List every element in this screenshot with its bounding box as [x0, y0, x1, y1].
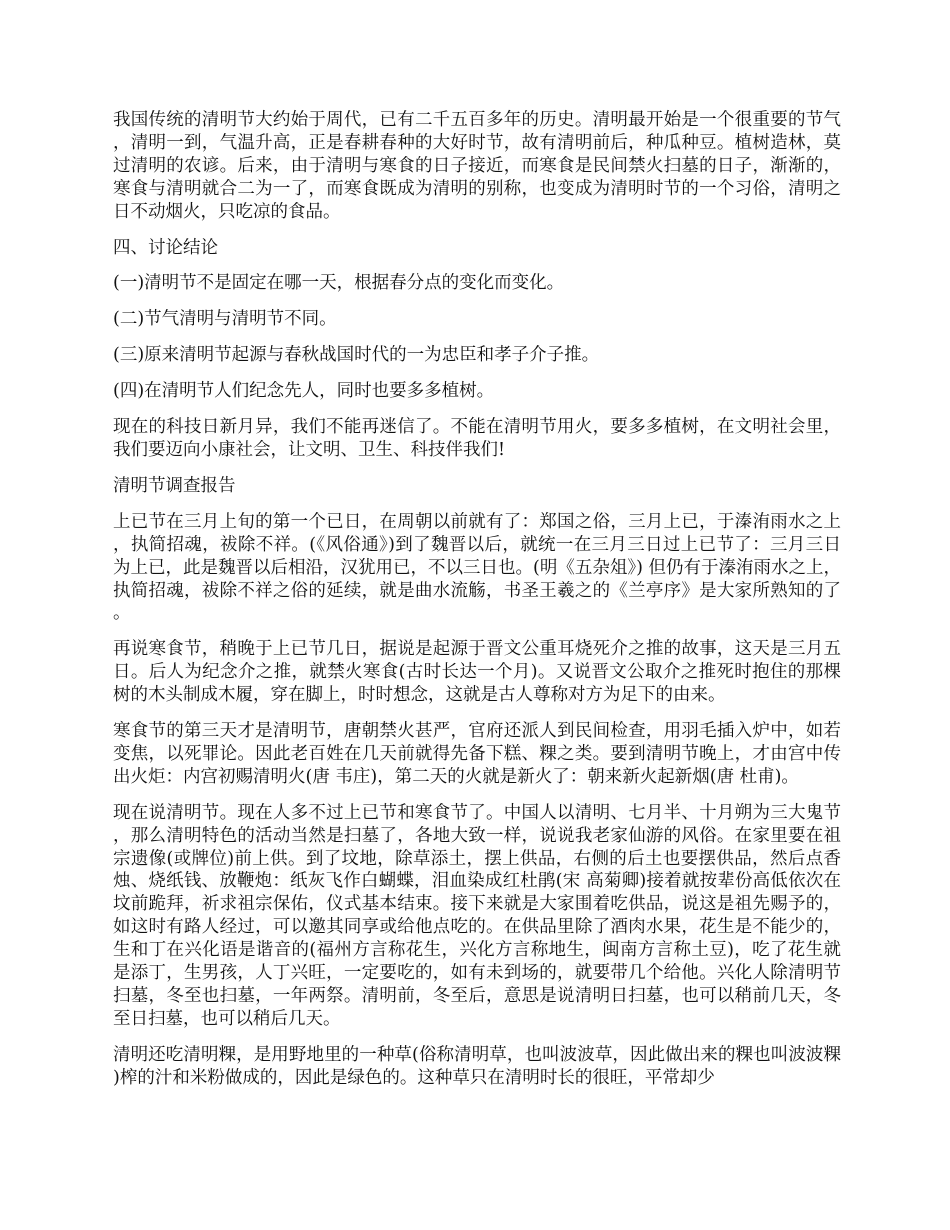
conclusion-item-4: (四)在清明节人们纪念先人，同时也要多多植树。: [113, 381, 495, 402]
paragraph-shangsi-festival: 上已节在三月上旬的第一个已日，在周朝以前就有了：郑国之俗，三月上已，于溱洧雨水之上，执简招魂，祓除不祥。(《风俗通》)到了魏晋以后，就统一在三月三日过上已节了：三月三日为上已，此是魏晋以后相沿，汉犹用已，不以三日也。(明《五杂俎》) 但仍有于溱洧雨水之上，执简招魂，祓除不祥之俗的延续，就是曲水流觞，书圣王羲之的《兰亭序》是大家所熟知的了。: [113, 511, 841, 624]
document-body: [113, 109, 841, 1103]
paragraph-modern-society: 现在的科技日新月异，我们不能再迷信了。不能在清明节用火，要多多植树，在文明社会里，我们要迈向小康社会，让文明、卫生、科技伴我们!: [113, 417, 841, 460]
conclusion-item-1: (一)清明节不是固定在哪一天，根据春分点的变化而变化。: [113, 273, 565, 294]
paragraph-fire-ban: 寒食节的第三天才是清明节，唐朝禁火甚严，官府还派人到民间检查，用羽毛插入炉中，如若变焦，以死罪论。因此老百姓在几天前就得先备下糕、粿之类。要到清明节晚上，才由宫中传出火炬：内宫初赐清明火(唐 韦庄)，第二天的火就是新火了：朝来新火起新烟(唐 杜甫)。: [113, 721, 841, 787]
conclusion-item-2: (二)节气清明与清明节不同。: [113, 309, 337, 330]
paragraph-cold-food-festival: 再说寒食节，稍晚于上已节几日，据说是起源于晋文公重耳烧死介之推的故事，这天是三月五日。后人为纪念介之推，就禁火寒食(古时长达一个月)。又说晋文公取介之推死时抱住的那棵树的木头制成木履，穿在脚上，时时想念，这就是古人尊称对方为足下的由来。: [113, 639, 841, 706]
section-heading-conclusions: 四、讨论结论: [113, 237, 218, 258]
paragraph-origin: 我国传统的清明节大约始于周代，已有二千五百多年的历史。清明最开始是一个很重要的节气，清明一到，气温升高，正是春耕春种的大好时节，故有清明前后，种瓜种豆。植树造林，莫过清明的农谚。后来，由于清明与寒食的日子接近，而寒食是民间禁火扫墓的日子，渐渐的，寒食与清明就合二为一了，而寒食既成为清明的别称，也变成为清明时节的一个习俗，清明之日不动烟火，只吃凉的食品。: [113, 110, 841, 222]
paragraph-qingming-cake: 清明还吃清明粿，是用野地里的一种草(俗称清明草，也叫波波草，因此做出来的粿也叫波波粿)榨的汁和米粉做成的，因此是绿色的。这种草只在清明时长的很旺，平常却少: [113, 1044, 841, 1088]
conclusion-item-3: (三)原来清明节起源与春秋战国时代的一为忠臣和孝子介子推。: [113, 345, 600, 366]
report-title: 清明节调查报告: [113, 475, 236, 496]
paragraph-tomb-sweeping: 现在说清明节。现在人多不过上已节和寒食节了。中国人以清明、七月半、十月朔为三大鬼节，那么清明特色的活动当然是扫墓了，各地大致一样，说说我老家仙游的风俗。在家里要在祖宗遗像(或牌位)前上供。到了坟地，除草添土，摆上供品，右侧的后土也要摆供品，然后点香烛、烧纸钱、放鞭炮：纸灰飞作白蝴蝶，泪血染成红杜鹃(宋 高菊卿)接着就按辈份高低依次在坟前跪拜，祈求祖宗保佑，仪式基本结束。接下来就是大家围着吃供品，说这是祖先赐予的，如这时有路人经过，可以邀其同享或给他点吃的。在供品里除了酒肉水果，花生是不能少的，生和丁在兴化语是谐音的(福州方言称花生，兴化方言称地生，闽南方言称土豆)，吃了花生就是添丁，生男孩，人丁兴旺，一定要吃的，如有未到场的，就要带几个给他。兴化人除清明节扫墓，冬至也扫墓，一年两祭。清明前，冬至后，意思是说清明日扫墓，也可以稍前几天，冬至日扫墓，也可以稍后几天。: [113, 802, 841, 1029]
